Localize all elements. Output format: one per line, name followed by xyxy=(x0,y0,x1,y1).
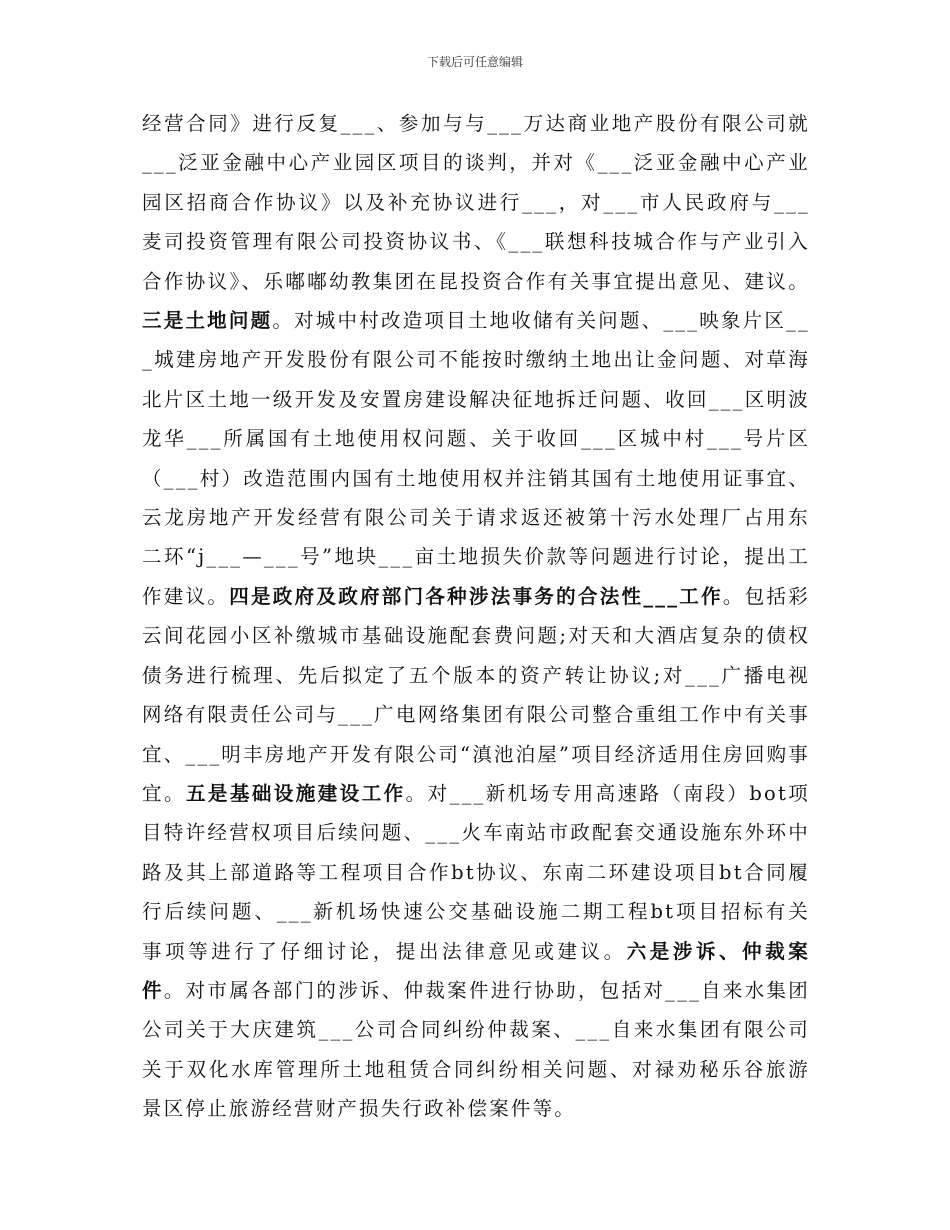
text-segment: 。对___新机场专用高速路（南段）bot项目特许经营权项目后续问题、___火车南站市政配套交通设施东外环中路及其上部道路等工程项目合作bt协议、东南二环建设项目bt合同履行后续问题、___新机场快速公交基础设施二期工程bt项目招标有关事项等进行了仔细讨论，提出法律意见或建议。 xyxy=(142,781,810,963)
section-heading: 六是涉诉、仲裁案件 xyxy=(142,939,810,1002)
text-segment: 经营合同》进行反复___、参加与与___万达商业地产股份有限公司就___泛亚金融中心产业园区项目的谈判，并对《___泛亚金融中心产业园区招商合作协议》以及补充协议进行___，对___市人民政府与___麦司投资管理有限公司投资协议书、《___联想科技城合作与产业引入合作协议》、乐嘟嘟幼教集团在昆投资合作有关事宜提出意见、建议。 xyxy=(142,112,810,293)
section-heading: 三是土地问题 xyxy=(142,309,273,333)
document-body xyxy=(142,104,810,1129)
section-heading: 五是基础设施建设工作 xyxy=(185,781,406,805)
page-header: 下载后可任意编辑 xyxy=(426,55,523,69)
text-segment: 。包括彩云间花园小区补缴城市基础设施配套费问题;对天和大酒店复杂的债权债务进行梳理、先后拟定了五个版本的资产转让协议;对___广播电视网络有限责任公司与___广电网络集团有限公司整合重组工作中有关事宜、___明丰房地产开发有限公司“滇池泊屋”项目经济适用住房回购事宜。 xyxy=(142,584,810,805)
text-segment: 。对城中村改造项目土地收储有关问题、___映象片区___城建房地产开发股份有限公司不能按时缴纳土地出让金问题、对草海北片区土地一级开发及安置房建设解决征地拆迁问题、收回___区明波龙华___所属国有土地使用权问题、关于收回___区城中村___号片区（___村）改造范围内国有土地使用权并注销其国有土地使用证事宜、云龙房地产开发经营有限公司关于请求返还被第十污水处理厂占用东二环“j___—___号”地块___亩土地损失价款等问题进行讨论，提出工作建议。 xyxy=(142,309,811,608)
section-heading: 四是政府及政府部门各种涉法事务的合法性___工作 xyxy=(229,584,723,608)
text-segment: 。对市属各部门的涉诉、仲裁案件进行协助，包括对___自来水集团公司关于大庆建筑___公司合同纠纷仲裁案、___自来水集团有限公司关于双化水库管理所土地租赁合同纠纷相关问题、对禄劝秘乐谷旅游景区停止旅游经营财产损失行政补偿案件等。 xyxy=(142,978,811,1121)
